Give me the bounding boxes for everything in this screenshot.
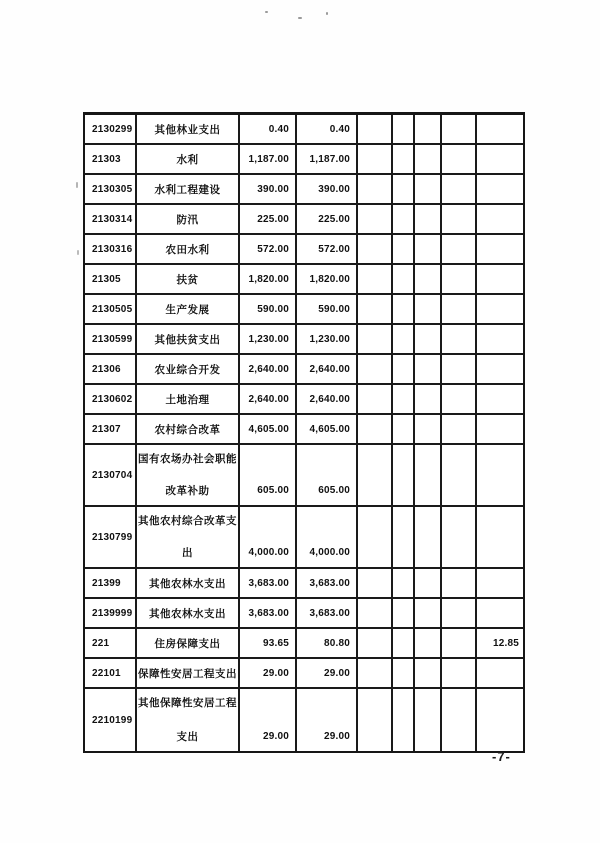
cell-amount-1: 1,820.00 [240, 265, 297, 295]
cell-empty [393, 445, 415, 507]
cell-amount-1: 29.00 [240, 689, 297, 751]
table-row [85, 659, 523, 689]
item-name-line1: 防汛 [176, 213, 199, 226]
cell-empty [442, 415, 477, 445]
cell-extra [477, 325, 523, 355]
cell-empty [358, 385, 393, 415]
table-row [85, 507, 523, 569]
cell-name [137, 629, 240, 659]
cell-name [137, 265, 240, 295]
cell-empty [358, 569, 393, 599]
item-name-line1: 住房保障支出 [154, 637, 221, 650]
table-row [85, 355, 523, 385]
cell-name [137, 175, 240, 205]
cell-name [137, 659, 240, 689]
cell-empty [393, 385, 415, 415]
cell-empty [358, 175, 393, 205]
cell-empty [442, 445, 477, 507]
cell-empty [415, 355, 442, 385]
cell-extra: 12.85 [477, 629, 523, 659]
table-row [85, 385, 523, 415]
cell-empty [415, 235, 442, 265]
cell-empty [442, 659, 477, 689]
cell-amount-1: 1,230.00 [240, 325, 297, 355]
cell-amount-1: 29.00 [240, 659, 297, 689]
cell-empty [358, 355, 393, 385]
cell-empty [442, 175, 477, 205]
cell-amount-2: 2,640.00 [297, 385, 358, 415]
cell-empty [393, 415, 415, 445]
cell-amount-1: 93.65 [240, 629, 297, 659]
cell-code: 21303 [85, 145, 137, 175]
cell-empty [393, 569, 415, 599]
item-name-line1: 保障性安居工程支出 [138, 667, 237, 680]
item-name-line1: 水利 [176, 153, 199, 166]
table-row [85, 569, 523, 599]
cell-extra [477, 599, 523, 629]
cell-empty [442, 599, 477, 629]
scan-speck [265, 11, 268, 13]
cell-extra [477, 265, 523, 295]
cell-name [137, 205, 240, 235]
cell-amount-2: 29.00 [297, 659, 358, 689]
cell-name [137, 569, 240, 599]
cell-extra [477, 205, 523, 235]
cell-amount-2: 572.00 [297, 235, 358, 265]
cell-empty [442, 385, 477, 415]
cell-empty [442, 205, 477, 235]
table-row [85, 205, 523, 235]
cell-empty [415, 325, 442, 355]
cell-empty [358, 445, 393, 507]
cell-empty [358, 599, 393, 629]
cell-empty [393, 689, 415, 751]
item-name-line2: 改革补助 [165, 485, 210, 497]
cell-amount-2: 590.00 [297, 295, 358, 325]
cell-extra [477, 659, 523, 689]
cell-name [137, 689, 240, 751]
table-row [85, 145, 523, 175]
cell-empty [358, 115, 393, 145]
cell-name [137, 115, 240, 145]
cell-amount-1: 2,640.00 [240, 385, 297, 415]
cell-code: 2130602 [85, 385, 137, 415]
cell-amount-1: 4,000.00 [240, 507, 297, 569]
item-name-line1: 其他农村综合改革支 [138, 515, 237, 527]
cell-amount-2: 4,605.00 [297, 415, 358, 445]
cell-name [137, 599, 240, 629]
cell-amount-1: 572.00 [240, 235, 297, 265]
item-name-line1: 扶贫 [176, 273, 199, 286]
cell-empty [442, 507, 477, 569]
item-name-line1: 其他扶贫支出 [154, 333, 221, 346]
cell-name [137, 415, 240, 445]
cell-amount-2: 3,683.00 [297, 599, 358, 629]
cell-empty [442, 235, 477, 265]
cell-extra [477, 115, 523, 145]
cell-empty [393, 175, 415, 205]
cell-empty [415, 295, 442, 325]
cell-code: 21305 [85, 265, 137, 295]
cell-empty [358, 325, 393, 355]
cell-amount-2: 390.00 [297, 175, 358, 205]
scan-speck [298, 17, 302, 19]
cell-empty [415, 115, 442, 145]
cell-name [137, 385, 240, 415]
cell-empty [393, 599, 415, 629]
cell-empty [415, 145, 442, 175]
cell-amount-2: 2,640.00 [297, 355, 358, 385]
cell-amount-2: 1,230.00 [297, 325, 358, 355]
item-name-line1: 农业综合开发 [154, 363, 221, 376]
table-row [85, 629, 523, 659]
cell-amount-1: 3,683.00 [240, 599, 297, 629]
cell-amount-2: 29.00 [297, 689, 358, 751]
item-name-line1: 其他农林水支出 [149, 607, 226, 620]
cell-code: 2130599 [85, 325, 137, 355]
cell-code: 21399 [85, 569, 137, 599]
item-name-line1: 水利工程建设 [154, 183, 221, 196]
cell-code: 22101 [85, 659, 137, 689]
table-row [85, 689, 523, 751]
cell-empty [415, 599, 442, 629]
cell-name [137, 235, 240, 265]
cell-empty [415, 175, 442, 205]
cell-empty [358, 629, 393, 659]
table-row [85, 599, 523, 629]
cell-amount-1: 2,640.00 [240, 355, 297, 385]
item-name-line1: 土地治理 [165, 393, 210, 406]
cell-extra [477, 507, 523, 569]
cell-code: 2130799 [85, 507, 137, 569]
cell-empty [415, 415, 442, 445]
cell-empty [393, 659, 415, 689]
cell-empty [415, 689, 442, 751]
cell-empty [358, 295, 393, 325]
cell-empty [393, 295, 415, 325]
cell-code: 21306 [85, 355, 137, 385]
cell-extra [477, 145, 523, 175]
cell-amount-1: 225.00 [240, 205, 297, 235]
table-row [85, 175, 523, 205]
item-name-line2: 出 [182, 547, 193, 559]
cell-empty [358, 265, 393, 295]
cell-empty [415, 629, 442, 659]
scan-speck [77, 250, 79, 255]
cell-extra [477, 415, 523, 445]
cell-extra [477, 175, 523, 205]
cell-amount-1: 605.00 [240, 445, 297, 507]
cell-empty [393, 265, 415, 295]
cell-empty [393, 115, 415, 145]
cell-empty [358, 659, 393, 689]
cell-empty [393, 205, 415, 235]
cell-code: 2210199 [85, 689, 137, 751]
cell-empty [415, 445, 442, 507]
cell-amount-1: 1,187.00 [240, 145, 297, 175]
cell-code: 2130316 [85, 235, 137, 265]
cell-amount-1: 390.00 [240, 175, 297, 205]
item-name-line1: 其他农林水支出 [149, 577, 226, 590]
cell-empty [415, 205, 442, 235]
cell-empty [393, 355, 415, 385]
cell-code: 2130505 [85, 295, 137, 325]
cell-amount-2: 4,000.00 [297, 507, 358, 569]
cell-amount-2: 3,683.00 [297, 569, 358, 599]
budget-table [83, 112, 525, 753]
cell-name [137, 507, 240, 569]
scan-speck [326, 12, 328, 15]
cell-empty [442, 355, 477, 385]
item-name-line2: 支出 [176, 731, 199, 743]
cell-empty [358, 145, 393, 175]
cell-amount-2: 605.00 [297, 445, 358, 507]
cell-empty [415, 507, 442, 569]
table-row [85, 295, 523, 325]
cell-empty [358, 205, 393, 235]
cell-empty [358, 415, 393, 445]
cell-code: 2130299 [85, 115, 137, 145]
cell-empty [393, 325, 415, 355]
cell-code: 221 [85, 629, 137, 659]
cell-empty [442, 265, 477, 295]
cell-amount-2: 80.80 [297, 629, 358, 659]
cell-empty [415, 659, 442, 689]
cell-empty [442, 569, 477, 599]
table-row [85, 115, 523, 145]
cell-empty [442, 145, 477, 175]
cell-name [137, 355, 240, 385]
cell-empty [393, 629, 415, 659]
cell-code: 2130704 [85, 445, 137, 507]
item-name-line1: 其他林业支出 [154, 123, 221, 136]
item-name-line1: 其他保障性安居工程 [138, 697, 237, 709]
cell-extra [477, 355, 523, 385]
item-name-line1: 农村综合改革 [154, 423, 221, 436]
cell-empty [442, 689, 477, 751]
cell-empty [442, 629, 477, 659]
cell-name [137, 295, 240, 325]
table-row [85, 415, 523, 445]
cell-code: 21307 [85, 415, 137, 445]
cell-extra [477, 235, 523, 265]
cell-empty [442, 115, 477, 145]
cell-empty [358, 507, 393, 569]
cell-empty [442, 295, 477, 325]
cell-empty [358, 235, 393, 265]
cell-empty [358, 689, 393, 751]
cell-code: 2139999 [85, 599, 137, 629]
cell-code: 2130305 [85, 175, 137, 205]
scan-speck [76, 182, 78, 188]
cell-extra [477, 689, 523, 751]
table-row [85, 325, 523, 355]
cell-amount-1: 4,605.00 [240, 415, 297, 445]
cell-code: 2130314 [85, 205, 137, 235]
page-number: -7- [492, 749, 511, 764]
item-name-line1: 国有农场办社会职能 [138, 453, 237, 465]
cell-empty [415, 265, 442, 295]
table-row [85, 445, 523, 507]
cell-amount-2: 0.40 [297, 115, 358, 145]
cell-amount-2: 225.00 [297, 205, 358, 235]
cell-empty [393, 507, 415, 569]
cell-extra [477, 295, 523, 325]
cell-empty [442, 325, 477, 355]
cell-name [137, 445, 240, 507]
cell-name [137, 145, 240, 175]
table-row [85, 265, 523, 295]
cell-amount-1: 590.00 [240, 295, 297, 325]
cell-amount-1: 3,683.00 [240, 569, 297, 599]
table-row [85, 235, 523, 265]
cell-empty [415, 385, 442, 415]
item-name-line1: 生产发展 [165, 303, 210, 316]
cell-name [137, 325, 240, 355]
cell-extra [477, 445, 523, 507]
cell-amount-1: 0.40 [240, 115, 297, 145]
cell-empty [415, 569, 442, 599]
cell-empty [393, 145, 415, 175]
cell-extra [477, 569, 523, 599]
cell-extra [477, 385, 523, 415]
cell-amount-2: 1,820.00 [297, 265, 358, 295]
cell-amount-2: 1,187.00 [297, 145, 358, 175]
item-name-line1: 农田水利 [165, 243, 210, 256]
cell-empty [393, 235, 415, 265]
